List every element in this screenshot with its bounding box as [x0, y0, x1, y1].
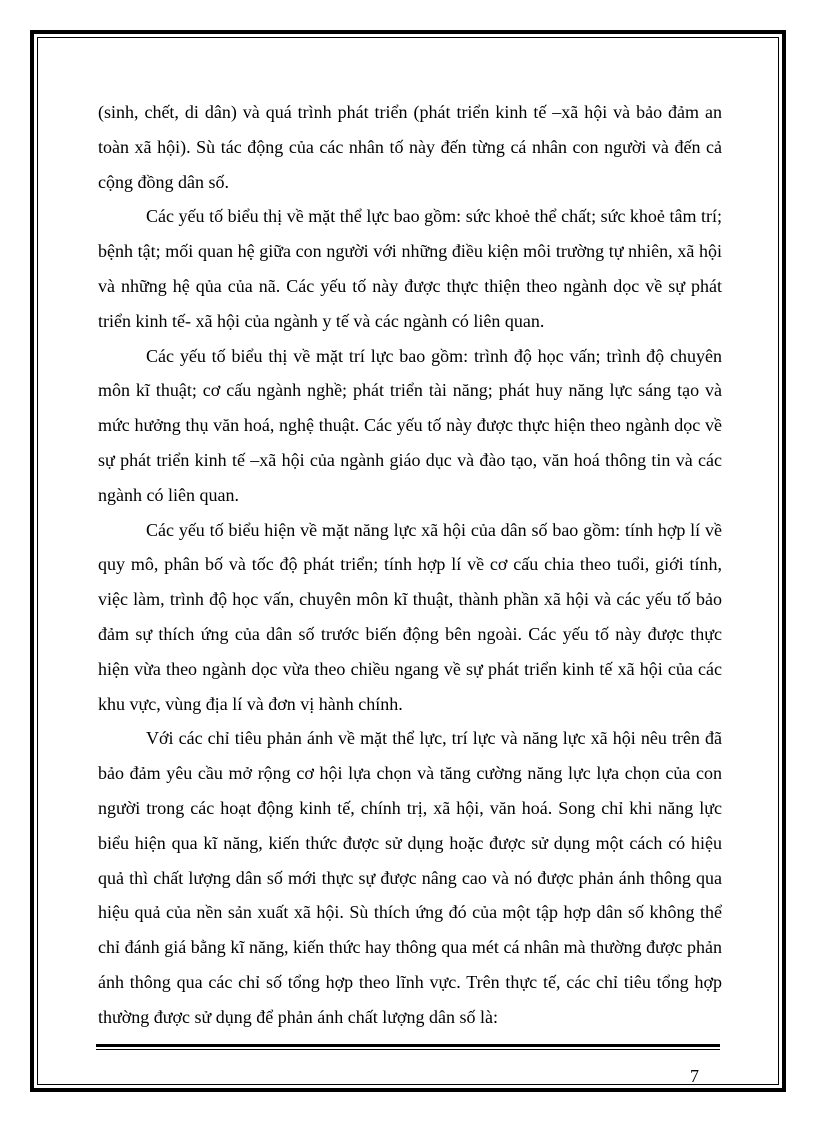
document-body — [98, 95, 722, 1035]
paragraph-4: Các yếu tố biểu hiện về mặt năng lực xã hội của dân số bao gồm: tính hợp lí về quy mô, phân bố và tốc độ phát triển; tính hợp lí về cơ cấu chia theo tuổi, giới tính, việc làm, trình độ học vấn, chuyên môn kĩ thuật, thành phần xã hội và các yếu tố bảo đảm sự thích ứng của dân số trước biến động bên ngoài. Các yếu tố này được thực hiện vừa theo ngành dọc vừa theo chiều ngang về sự phát triển kinh tế xã hội của các khu vực, vùng địa lí và đơn vị hành chính. — [98, 519, 722, 714]
page-number: 7 — [690, 1066, 699, 1086]
paragraph-2: Các yếu tố biểu thị về mặt thể lực bao gồm: sức khoẻ thể chất; sức khoẻ tâm trí; bệnh tật; mối quan hệ giữa con người với những điều kiện môi trường tự nhiên, xã hội và những hệ qủa của nã. Các yếu tố này được thực thiện theo ngành dọc về sự phát triển kinh tế- xã hội của ngành y tế và các ngành có liên quan. — [98, 206, 722, 331]
paragraph-5: Với các chỉ tiêu phản ánh về mặt thể lực, trí lực và năng lực xã hội nêu trên đã bảo đảm yêu cầu mở rộng cơ hội lựa chọn và tăng cường năng lực lựa chọn của con người trong các hoạt động kinh tế, chính trị, xã hội, văn hoá. Song chỉ khi năng lực biểu hiện qua kĩ năng, kiến thức được sử dụng hoặc được sử dụng một cách có hiệu quả thì chất lượng dân số mới thực sự được nâng cao và nó được phản ánh thông qua hiệu quả của nền sản xuất xã hội. Sù thích ứng đó của một tập hợp dân số không thể chỉ đánh giá bằng kĩ năng, kiến thức hay thông qua mét cá nhân mà thường được phản ánh thông qua các chỉ số tổng hợp theo lĩnh vực. Trên thực tế, các chỉ tiêu tổng hợp thường được sử dụng để phản ánh chất lượng dân số là: — [98, 728, 722, 1027]
paragraph-3: Các yếu tố biểu thị về mặt trí lực bao gồm: trình độ học vấn; trình độ chuyên môn kĩ thuật; cơ cấu ngành nghề; phát triển tài năng; phát huy năng lực sáng tạo và mức hưởng thụ văn hoá, nghệ thuật. Các yếu tố này được thực hiện theo ngành dọc về sự phát triển kinh tế –xã hội của ngành giáo dục và đào tạo, văn hoá thông tin và các ngành có liên quan. — [98, 345, 722, 505]
paragraph-1: (sinh, chết, di dân) và quá trình phát triển (phát triển kinh tế –xã hội và bảo đảm an toàn xã hội). Sù tác động của các nhân tố này đến từng cá nhân con người và đến cả cộng đồng dân số. — [98, 102, 722, 192]
footer-rule — [96, 1044, 720, 1050]
